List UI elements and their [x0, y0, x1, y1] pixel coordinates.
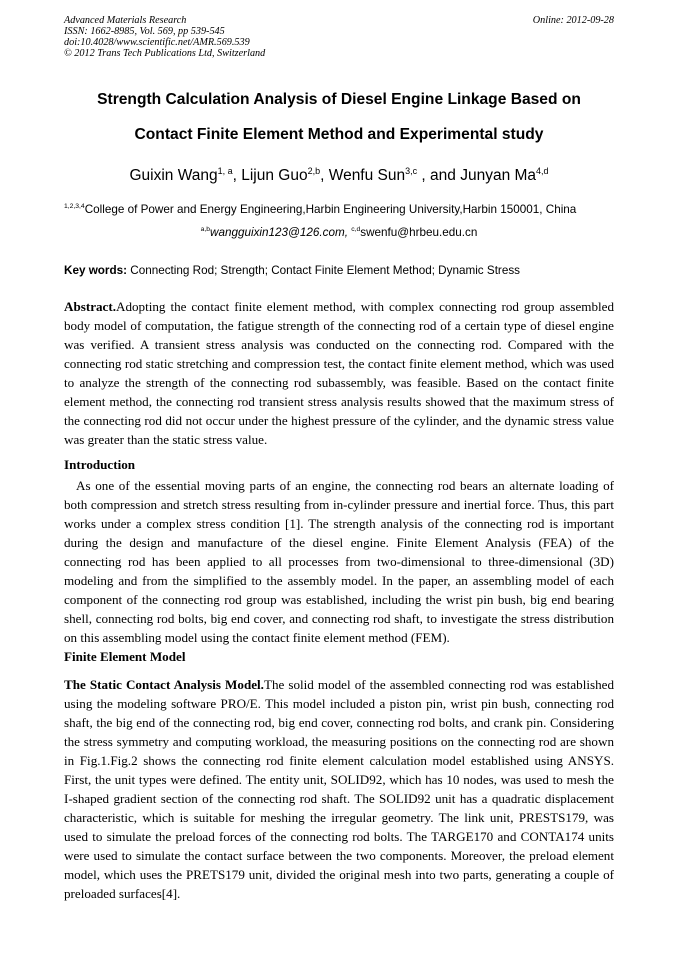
fem-subheading: The Static Contact Analysis Model. [64, 677, 264, 692]
journal-issn: ISSN: 1662-8985, Vol. 569, pp 539-545 [64, 26, 225, 37]
affiliation-mark: 1,2,3,4 [64, 203, 85, 211]
author-separator: , [232, 167, 242, 184]
author-affiliation-mark: 4,d [536, 165, 549, 176]
journal-copyright: © 2012 Trans Tech Publications Ltd, Switzerland [64, 48, 266, 59]
introduction-heading: Introduction [64, 457, 136, 472]
author-list [40, 167, 638, 185]
author-separator: , and [417, 167, 461, 184]
affiliation-text: College of Power and Energy Engineering,Harbin Engineering University,Harbin 150001, China [84, 203, 577, 216]
email-link[interactable]: swenfu@hrbeu.edu.cn [360, 226, 478, 239]
author-name: Wenfu Sun [328, 167, 406, 184]
author-name: Guixin Wang [129, 167, 218, 184]
abstract-label: Abstract. [64, 299, 116, 314]
keywords-label: Key words: [64, 264, 127, 277]
affiliation [64, 203, 624, 216]
author-affiliation-mark: 3,c [405, 165, 418, 176]
journal-name: Advanced Materials Research [64, 15, 187, 26]
author-name: Lijun Guo [241, 167, 308, 184]
keywords [64, 264, 614, 277]
author-emails [64, 226, 614, 239]
abstract-text: Adopting the contact finite element method, with complex connecting rod group assembled body model of computation, the fatigue strength of the connecting rod of a certain type of diesel engine was verified. A transient stress analysis was conducted on the connecting rod. Compared with the connecting rod static stretching and compression test, the contact finite element method, which was used to analyze the strength of the connecting rod subassembly, was feasible. Based on the contact finite element method, the connecting rod transient stress analysis results showed that the maximum stress of the connecting rod did not occur under the highest pressure of the cylinder, and the dynamic stress value was greater than the static stress value. [64, 299, 614, 447]
email-link[interactable]: wangguixin123@126.com, [210, 226, 348, 239]
introduction-paragraph: As one of the essential moving parts of an engine, the connecting rod bears an alternate loading of both compression and stretch stress resulting from in-cylinder pressure and inertial force. Thus, this part works under a complex stress condition [1]. The strength analysis of the connecting rod is important during the design and manufacture of the diesel engine. Finite Element Analysis (FEA) of the connecting rod has been applied to all processes from two-dimensional to three-dimensional (3D) modeling and from the simplified to the assembly model. In the paper, an assembling model of each component of the connecting rod group was established, including the wrist pin bush, big end bearing shell, connecting rod bolts, big end cover, and connecting rod shaft, to investigate the stress distribution on this assembling model using the contact finite element method (FEM). [64, 478, 614, 645]
fem-text: The solid model of the assembled connecting rod was established using the modeling software PRO/E. This model included a piston pin, wrist pin bush, connecting rod shaft, the big end of the connecting rod, big end cover, connecting rod bolts, and crank pin. Considering the stress symmetry and computing workload, the measuring positions on the connecting rod are shown in Fig.1.Fig.2 shows the connecting rod finite element calculation model established using ANSYS. First, the unit types were defined. The entity unit, SOLID92, which has 10 nodes, was used to mesh the I-shaped gradient section of the connecting rod shaft. The SOLID92 unit has a quadratic displacement characteristic, which is suitable for meshing the irregular geometry. The link unit, PRESTS179, was used to simulate the preload forces of the connecting rod bolts. The TARGE170 and CONTA174 units were used to simulate the contact surface between the two components. Moreover, the preload element model, which uses the PRETS179 unit, divided the original mesh into two parts, generating a couple of preloaded surfaces[4]. [64, 677, 614, 901]
journal-doi[interactable]: doi:10.4028/www.scientific.net/AMR.569.539 [64, 37, 250, 48]
email-mark: a,b [200, 226, 211, 234]
online-date: Online: 2012-09-28 [532, 15, 614, 26]
abstract-paragraph [64, 297, 614, 449]
paper-title-line-1: Strength Calculation Analysis of Diesel Engine Linkage Based on [97, 91, 581, 108]
author-affiliation-mark: 1, a [217, 165, 233, 176]
author-name: Junyan Ma [460, 167, 537, 184]
author-separator: , [320, 167, 329, 184]
keywords-text: Connecting Rod; Strength; Contact Finite Element Method; Dynamic Stress [127, 264, 521, 277]
fem-heading: Finite Element Model [64, 649, 186, 664]
author-affiliation-mark: 2,b [307, 165, 321, 176]
email-mark: c,d [351, 226, 361, 234]
fem-paragraph [64, 675, 614, 903]
paper-title-line-2: Contact Finite Element Method and Experimental study [134, 126, 544, 143]
journal-header [64, 15, 265, 59]
